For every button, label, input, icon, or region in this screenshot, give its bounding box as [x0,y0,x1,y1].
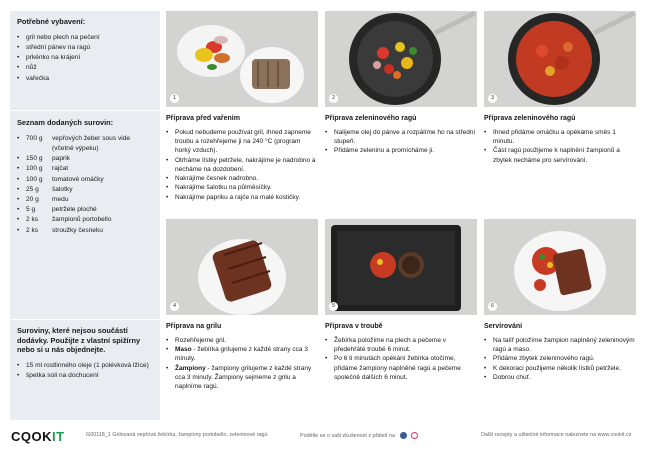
step-5 [325,323,477,382]
food-illustration [325,219,477,315]
food-illustration [166,11,318,107]
step-item: • Otrháme lístky petržele, nakrájíme je nadrobno a necháme na dozdobení. [166,156,318,174]
step-photo-5 [325,219,477,315]
list-item: • střední pánev na ragú [17,43,153,53]
step-item: • Nakrájíme česnek nadrobno. [166,174,318,183]
facebook-icon[interactable] [400,432,407,439]
ingredient-amount: • 2 ks [26,216,39,224]
list-item: • vařečka [17,74,153,84]
step-item: • Nakrájíme papriku a rajče na malé kostičky. [166,193,318,202]
step-item: • Přidáme zeleninu a promícháme ji. [325,146,477,155]
ingredient-row [17,175,153,185]
step-item: • Ihned přidáme omáčku a opékáme směs 1 minutu. [484,128,636,146]
step-item: • Část ragú použijeme k naplnění žampionů a zbytek necháme pro servírování. [484,146,636,164]
step-photo-4 [166,219,318,315]
step-photo-1 [166,11,318,107]
step-title: Příprava zeleninového ragú [325,115,417,122]
footer [0,427,650,447]
ingredient-amount: • 150 g [26,155,43,163]
ingredient-row [17,164,153,174]
step-item: • Nalijeme olej do pánve a rozpálíme ho na střední stupeň. [325,128,477,146]
step-title: Příprava na grilu [166,323,222,330]
ingredient-amount: • 700 g [26,134,43,142]
list-item: • gril nebo plech na pečení [17,33,153,43]
ingredient-amount: • 100 g [26,165,43,173]
step-3 [484,115,636,165]
step-6 [484,323,636,382]
step-4 [166,323,318,391]
ingredient-row [17,134,153,154]
step-photo-3 [484,11,636,107]
ingredient-name: rajčat [52,165,69,173]
website-link[interactable]: Další recepty a užitečné informace naleznete na www.cookit.cz [481,432,632,438]
food-illustration [484,219,636,315]
step-item: • Pokud nebudeme používat gril, ihned zapneme troubu a rozehřejeme ji na 240 °C (program horký vzduch). [166,128,318,156]
equipment-title: Potřebné vybavení: [17,17,86,26]
step-number: 6 [488,302,497,311]
step-number: 1 [170,94,179,103]
supplies-panel [10,111,160,319]
ingredient-row [17,154,153,164]
step-photo-6 [484,219,636,315]
ingredient-name: stroužky česneku [52,226,103,234]
step-number: 5 [329,302,338,311]
supplies-title: Seznam dodaných surovin: [17,118,114,127]
ingredient-name: šalotky [52,185,73,193]
pantry-title: Suroviny, které nejsou součástí dodávky. Použijte z vlastní spižírny nebo si u nás objednejte. [17,326,141,355]
ingredient-row [17,215,153,225]
step-item: • K dekoraci použijeme několik lístků petržele. [484,364,636,373]
share-text: Podělte se o vaši zkušenost z přátelí na [300,432,418,439]
step-title: Příprava před vařením [166,115,240,122]
step-photo-2 [325,11,477,107]
step-item: • Přidáme zbytek zeleninového ragú. [484,354,636,363]
ingredient-amount: • 5 g [26,206,36,214]
step-2 [325,115,477,156]
ingredient-name: medu [52,195,69,203]
ingredient-row [17,195,153,205]
equipment-list [17,33,153,84]
list-item: • prkénko na krájení [17,53,153,63]
food-illustration [166,219,318,315]
ingredient-amount: • 25 g [26,185,39,193]
brand-logo[interactable]: CQOKIT [11,429,65,444]
step-item: • Žebírka položíme na plech a pečeme v předehřáté troubě 6 minut. [325,336,477,354]
ingredient-row [17,205,153,215]
step-item: • Maso - žebírka grilujeme z každé strany cca 3 minuty. [166,345,318,363]
ingredient-amount: • 100 g [26,175,43,183]
pantry-list [17,361,153,381]
ingredient-name: vepřových žeber sous vide (včetně výpeku) [52,134,131,152]
step-number: 4 [170,302,179,311]
step-title: Servírování [484,323,523,330]
ingredient-row [17,226,153,236]
step-item: • Po 6 ti minutách opékání žebírka otočíme, přidáme žampiony naplněné ragú a pečeme společně dalších 6 minut. [325,354,477,382]
list-item: • nůž [17,63,153,73]
ingredient-amount: • 2 ks [26,226,39,234]
ingredient-amount: • 20 g [26,195,39,203]
ingredient-name: tomatové omáčky [52,175,104,183]
equipment-panel [10,11,160,110]
step-item: • Na talíř položíme žampion naplněný zeleninovým ragú a maso. [484,336,636,354]
step-number: 2 [329,94,338,103]
recipe-code: G00118_1 Grilovaná vepřová žebírka, žampiony portobello, zeleninové ragú [86,432,268,438]
ingredient-name: paprik [52,155,70,163]
step-item: • Rozehřejeme gril. [166,336,318,345]
food-illustration [484,11,636,107]
ingredient-name: žampionů portobello [52,216,112,224]
food-illustration [325,11,477,107]
instagram-icon[interactable] [411,432,418,439]
step-1 [166,115,318,202]
ingredient-name: petržele ploché [52,206,97,214]
list-item: • 15 ml rostlinného oleje (1 polévková lžíce) [17,361,153,371]
step-item: • Dobrou chuť. [484,373,636,382]
step-item: • Nakrájíme šalotku na půlměsíčky. [166,183,318,192]
ingredient-row [17,185,153,195]
list-item: • špetka soli na dochucení [17,371,153,381]
step-item: • Žampiony - žampiony grilujeme z každé strany cca 3 minuty. Žampiony sejmeme z grilu a naplníme ragú. [166,364,318,392]
step-title: Příprava v troubě [325,323,383,330]
step-number: 3 [488,94,497,103]
step-title: Příprava zeleninového ragú [484,115,576,122]
pantry-panel [10,320,160,420]
